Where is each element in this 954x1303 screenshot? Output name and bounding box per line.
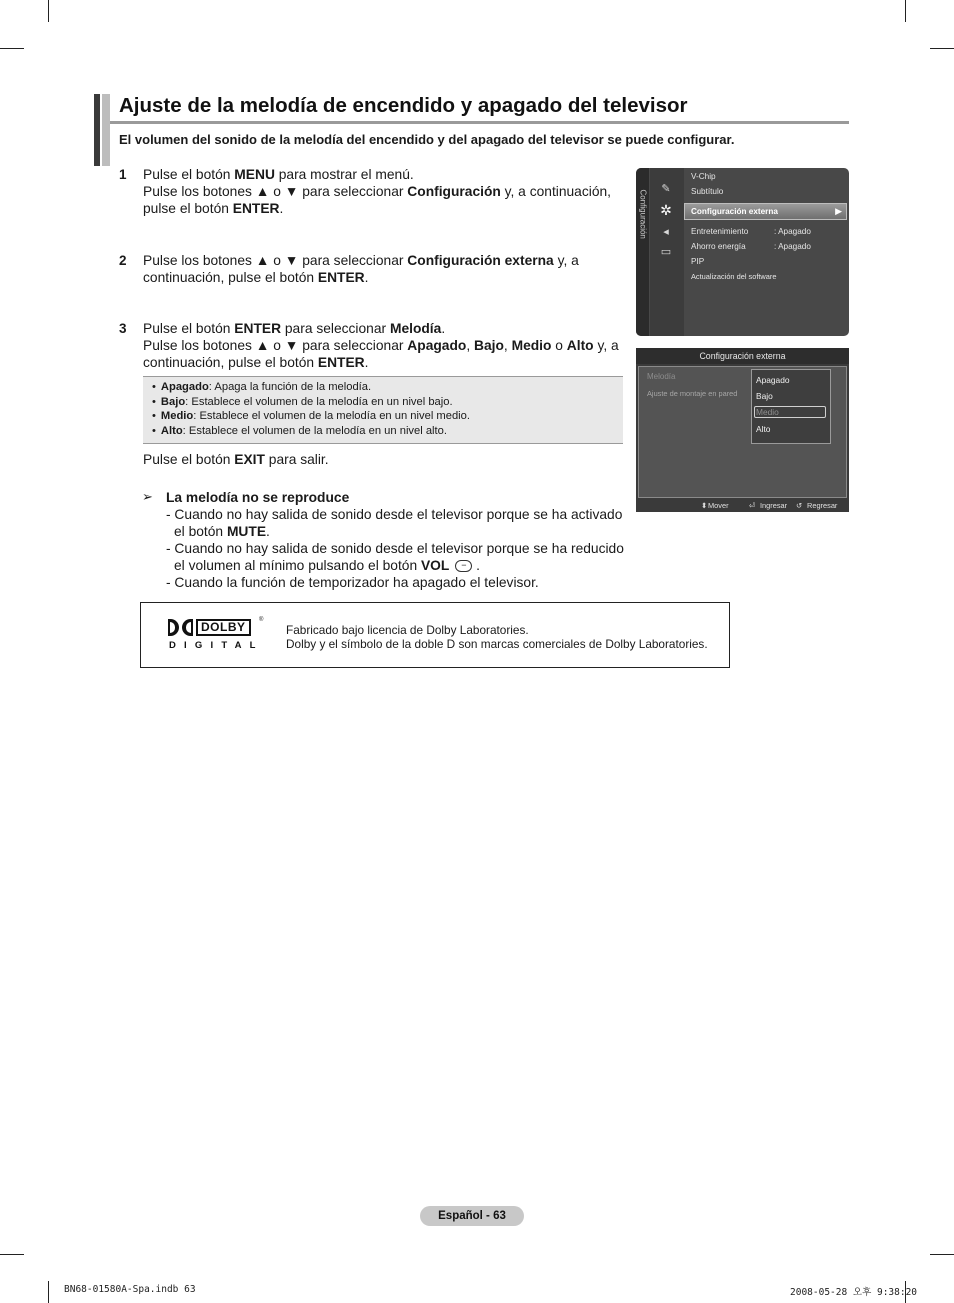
osd-item-entretenimiento[interactable] [691,227,811,236]
step-1-text [143,166,611,217]
osd-option-selected[interactable]: Medio [754,406,826,418]
vol-minus-icon: − [455,560,472,572]
osd-item-label: Ahorro energía [691,242,746,251]
step-line: Pulse los botones ▲ o ▼ para seleccionar Apagado, Bajo, Medio o Alto y, a [143,338,619,353]
bold-term: Medio [511,338,552,353]
osd-submenu-title: Configuración externa [636,348,849,364]
step-line: Pulse el botón ENTER para seleccionar Melodía. [143,321,446,336]
osd-item-actualizacion[interactable]: Actualización del software [691,272,777,281]
step-number: 2 [119,253,127,268]
osd-selected-label: Configuración externa [691,207,778,216]
bold-term: ENTER [232,201,280,216]
tip-line: el botón MUTE. [174,524,270,539]
input-menu-icon: ◂ [663,226,669,238]
bold-term: ENTER [234,321,282,336]
tip-line: el volumen al mínimo pulsando el botón VOL − . [174,558,481,573]
osd-side-strip [636,168,649,336]
step-number: 1 [119,167,127,182]
osd-footer-regresar: Regresar [807,501,838,510]
crop-mark [0,1254,24,1255]
tip-line: - Cuando la función de temporizador ha apagado el televisor. [166,575,539,590]
option-note: • Bajo: Establece el volumen de la melodía en un nivel bajo. [152,395,623,410]
dolby-line-2: Dolby y el símbolo de la doble D son marcas comerciales de Dolby Laboratories. [286,637,708,651]
osd-footer-ingresar: Ingresar [760,501,788,510]
option-note: • Alto: Establece el volumen de la melodía en un nivel alto. [152,424,623,439]
tip-title: La melodía no se reproduce [166,490,350,505]
return-icon: ↺ [796,501,803,510]
osd-item-configuracion-externa[interactable] [684,203,847,220]
osd-melody-dropdown [751,369,831,444]
enter-icon: ⏎ [749,501,756,510]
option-note: • Medio: Establece el volumen de la melodía en un nivel medio. [152,409,623,424]
tip-lines [166,506,624,591]
tip-line: - Cuando no hay salida de sonido desde el televisor porque se ha reducido [166,541,624,556]
step-2-text [143,252,579,286]
move-icon: ⬍ [701,501,708,510]
bold-term: Bajo [474,338,504,353]
bold-term: Alto [160,424,183,437]
bold-term: VOL [420,558,450,573]
osd-setup-menu [636,168,849,336]
print-slug-file: BN68-01580A-Spa.indb 63 [64,1284,196,1295]
options-note-box [143,376,623,444]
osd-item-value: : Apagado [774,242,811,251]
bold-term: Alto [566,338,594,353]
crop-mark [48,1281,49,1303]
arrow-right-icon: ▶ [835,206,842,216]
crop-mark [48,0,49,22]
bold-term: MUTE [226,524,267,539]
crop-mark [930,1254,954,1255]
registered-mark: ® [259,617,264,623]
bold-term: MENU [234,167,275,182]
bold-term: ENTER [317,355,365,370]
intro-text: El volumen del sonido de la melodía del encendido y del apagado del televisor se puede configurar. [119,132,735,147]
osd-footer [636,498,849,512]
tip-arrow-icon: ➢ [142,489,153,504]
osd-submenu-panel [638,366,847,498]
osd-item-ahorro[interactable] [691,242,811,251]
bold-term: Bajo [160,395,186,408]
bold-term: Apagado [407,338,467,353]
double-d-icon [168,619,193,636]
dolby-license-box [140,602,730,668]
bold-term: Configuración [407,184,501,199]
osd-option[interactable]: Alto [756,424,771,434]
step-line: continuación, pulse el botón ENTER. [143,270,369,285]
step-line: Pulse el botón MENU para mostrar el menú. [143,167,414,182]
crop-mark [0,48,24,49]
bold-term: ENTER [317,270,365,285]
dolby-line-1: Fabricado bajo licencia de Dolby Laboratories. [286,623,529,637]
dolby-license-text [286,623,708,651]
tip-line: - Cuando no hay salida de sonido desde el televisor porque se ha activado [166,507,623,522]
osd-item-pip[interactable]: PIP [691,257,705,266]
osd-external-settings [636,348,849,512]
title-accent-bar [94,94,110,166]
exit-instruction: Pulse el botón EXIT para salir. [143,452,329,467]
bold-term: Melodía [389,321,442,336]
dolby-digital-logo [168,617,264,649]
crop-mark [905,0,906,22]
bold-term: Apagado [160,381,209,393]
picture-menu-icon: ✎ [661,183,671,195]
osd-item-value: : Apagado [774,227,811,236]
options-list [143,377,623,438]
application-menu-icon: ▭ [660,246,672,258]
title-rule [110,121,849,124]
bold-term: Configuración externa [407,253,554,268]
osd-side-label: Configuración [638,189,648,239]
step-number: 3 [119,321,127,336]
page-title: Ajuste de la melodía de encendido y apagado del televisor [119,94,688,117]
step-line: pulse el botón ENTER. [143,201,284,216]
print-slug-date: 2008-05-28 오후 9:38:20 [790,1287,918,1298]
osd-option[interactable]: Apagado [756,375,790,385]
step-line: Pulse los botones ▲ o ▼ para seleccionar Configuración externa y, a [143,253,579,268]
bold-term: Medio [160,410,194,422]
option-note: • Apagado: Apaga la función de la melodía. [152,380,623,395]
step-line: Pulse los botones ▲ o ▼ para seleccionar Configuración y, a continuación, [143,184,611,199]
dolby-logo-word: DOLBY [196,619,251,636]
osd-option[interactable]: Bajo [756,391,773,401]
osd-item-vchip[interactable]: V-Chip [691,172,716,181]
bold-term: EXIT [234,452,265,467]
page-number: Español - 63 [420,1206,524,1226]
osd-footer-mover: Mover [708,501,729,510]
dolby-logo-digital: DIGITAL [169,640,264,651]
crop-mark [930,48,954,49]
osd-item-ajuste-montaje[interactable]: Ajuste de montaje en pared [647,389,738,398]
osd-item-melodia[interactable]: Melodía [647,372,676,381]
osd-item-label: Entretenimiento [691,227,749,236]
step-line: continuación, pulse el botón ENTER. [143,355,369,370]
step-3-text [143,320,619,371]
osd-item-subtitulo[interactable]: Subtítulo [691,187,724,196]
setup-gear-icon: ✲ [660,202,672,218]
